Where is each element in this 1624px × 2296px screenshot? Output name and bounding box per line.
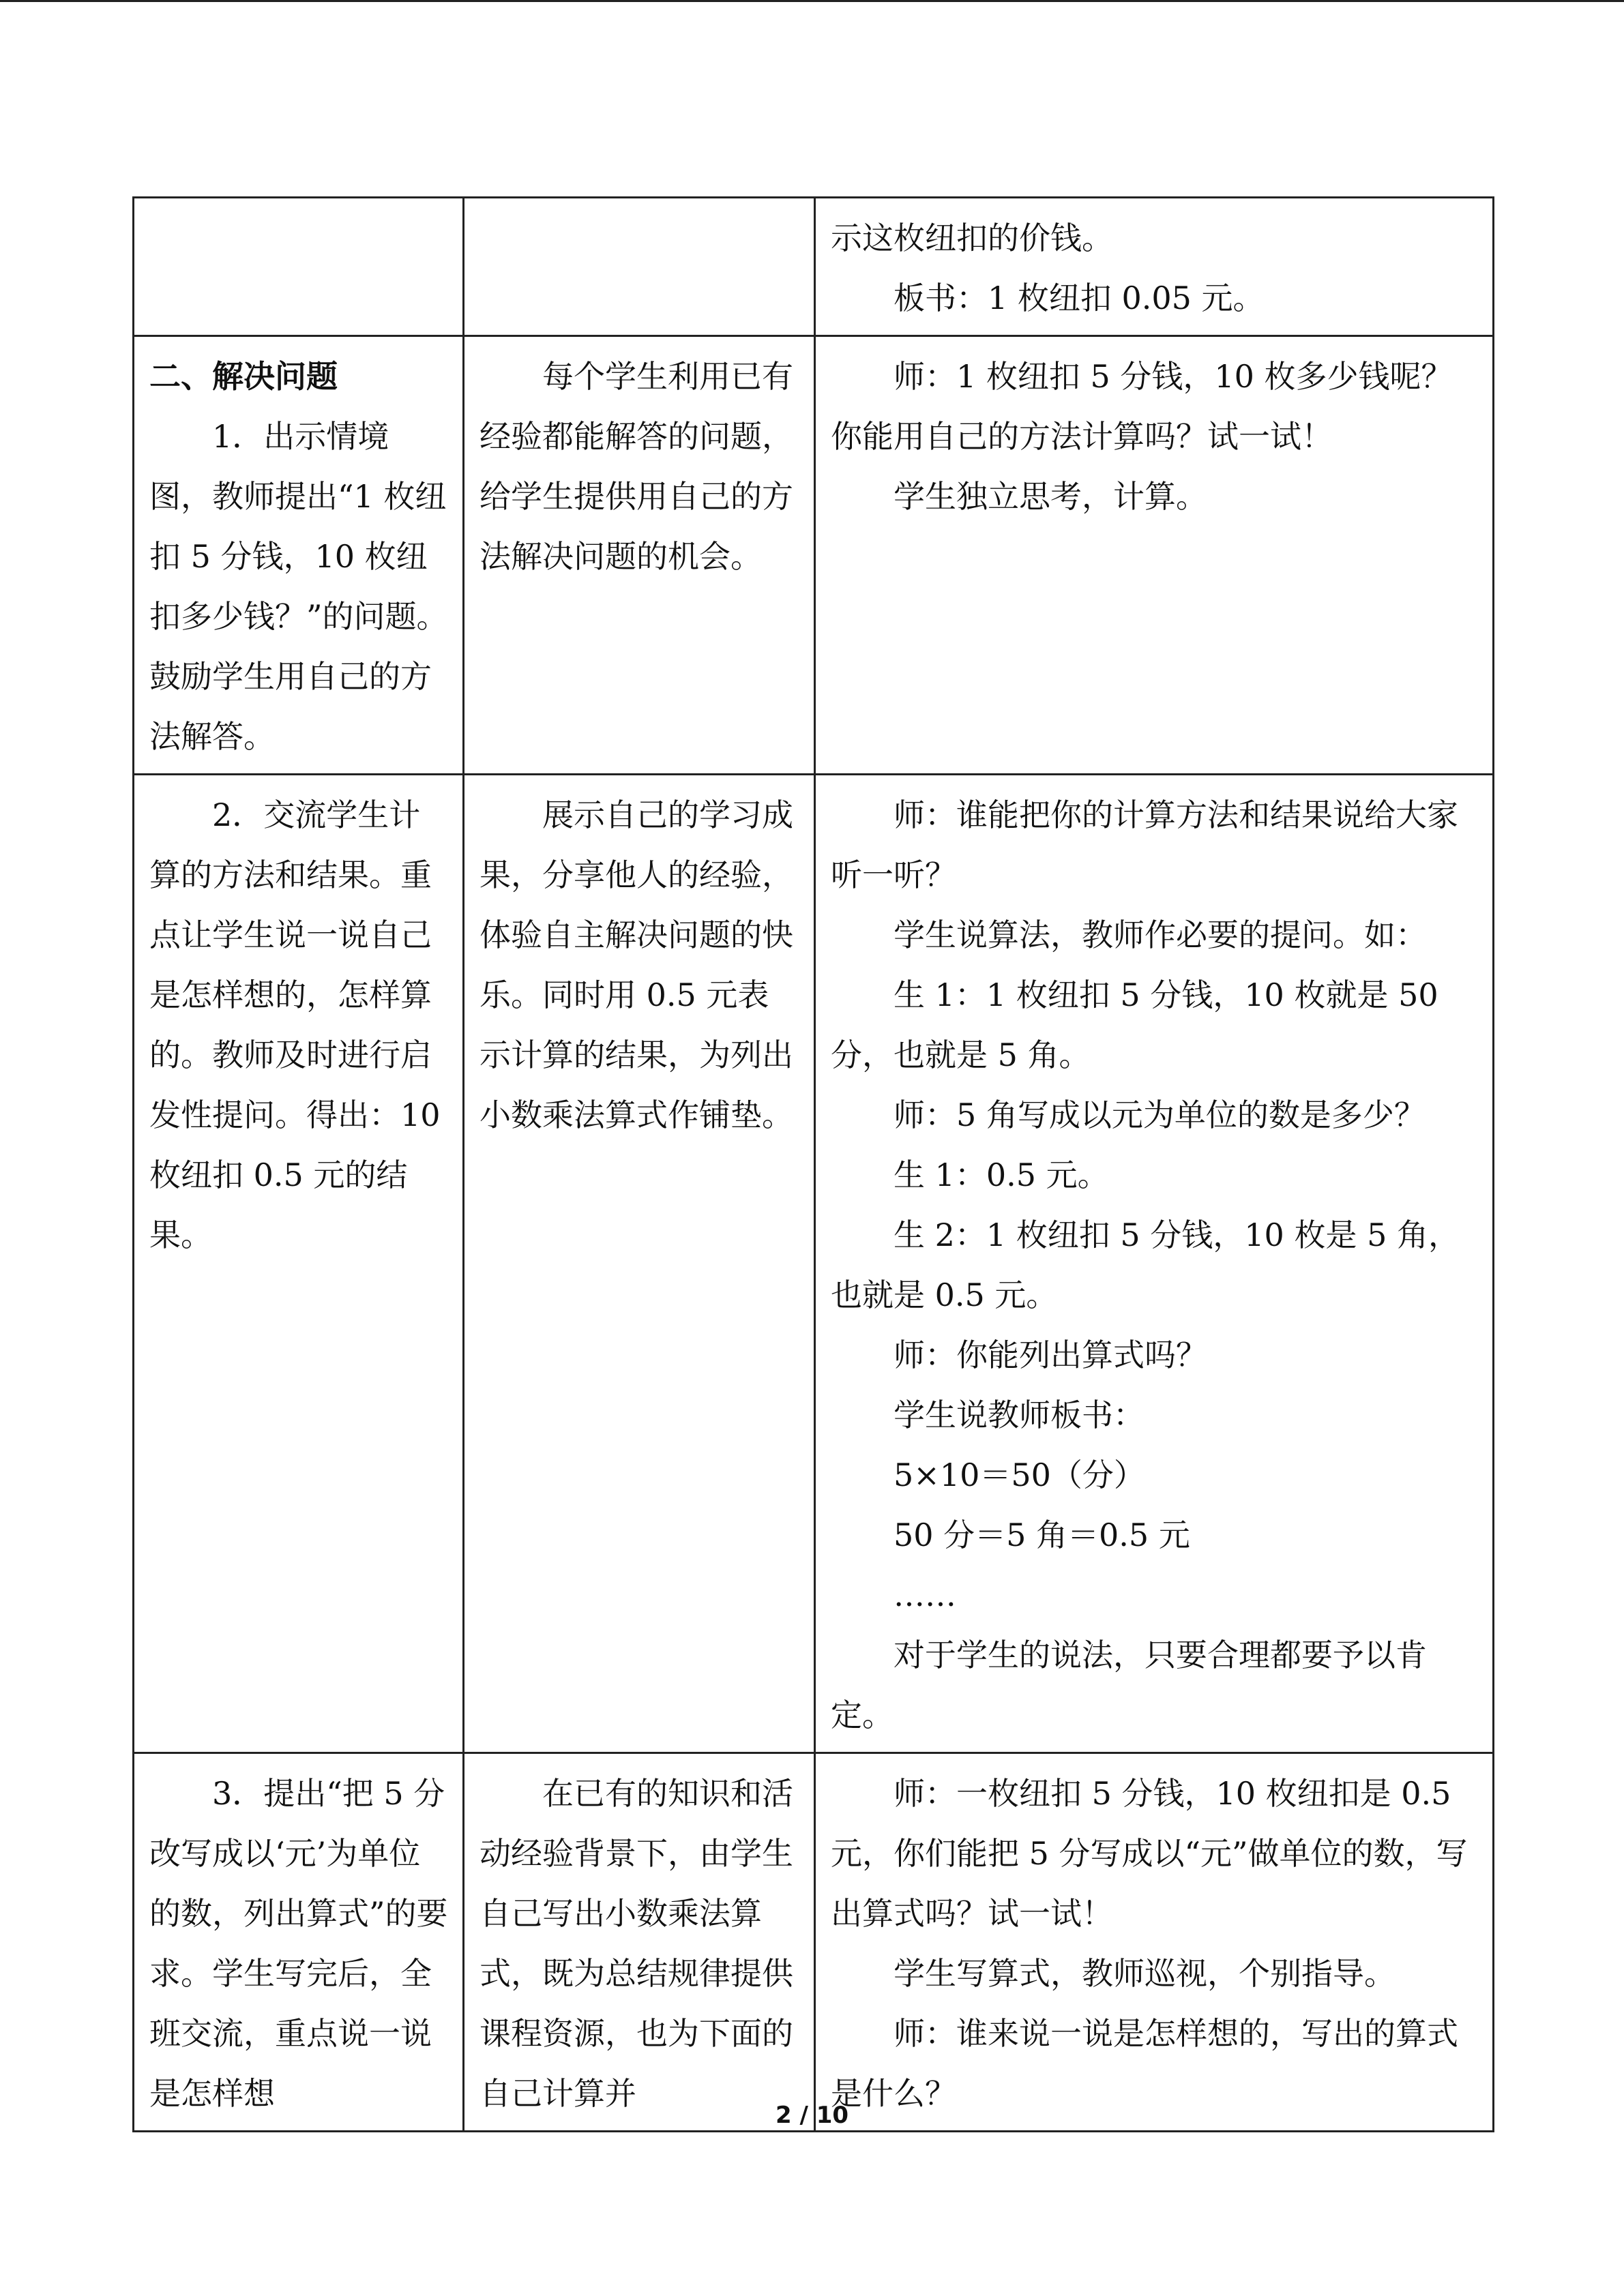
cell-paragraph: 5×10＝50（分） [894,1457,1145,1493]
cell-paragraph: 师：谁来说一说是怎样想的，写出的算式是什么？ [831,2015,1458,2112]
table-cell-process [134,1753,464,2132]
table-cell-process [134,336,464,775]
table-cell-activity [815,198,1494,336]
cell-paragraph: 生 1：1 枚纽扣 5 分钱，10 枚就是 50 分，也就是 5 角。 [831,976,1438,1073]
cell-paragraph: 每个学生利用已有经验都能解答的问题，给学生提供用自己的方法解决问题的机会。 [479,358,793,575]
table-cell-intent [464,1753,815,2132]
cell-paragraph: 学生独立思考，计算。 [894,478,1207,515]
cell-paragraph: 师：谁能把你的计算方法和结果说给大家听一听？ [831,796,1458,893]
table-cell-activity [815,1753,1494,2132]
cell-paragraph: 1．出示情境图，教师提出“1 枚纽扣 5 分钱，10 枚纽扣多少钱？”的问题。鼓励学生用自己的方法解答。 [149,418,448,755]
table-cell-activity [815,775,1494,1753]
top-border-line [0,0,1624,2]
table-cell-intent [464,336,815,775]
cell-paragraph: 板书：1 枚纽扣 0.05 元。 [894,280,1265,316]
table-row [134,1753,1494,2132]
table-row [134,336,1494,775]
cell-paragraph: 师：一枚纽扣 5 分钱，10 枚纽扣是 0.5 元，你们能把 5 分写成以“元”做单位的数，写出算式吗？试一试！ [831,1775,1468,1932]
table-cell-intent [464,775,815,1753]
cell-paragraph: 对于学生的说法，只要合理都要予以肯定。 [831,1637,1427,1733]
cell-paragraph: 3．提出“把 5 分改写成以‘元’为单位的数，列出算式”的要求。学生写完后，全班交流，重点说一说是怎样想 [149,1775,448,2112]
cell-paragraph: 师：1 枚纽扣 5 分钱，10 枚多少钱呢？你能用自己的方法计算吗？试一试！ [831,358,1453,455]
table-row [134,775,1494,1753]
cell-paragraph: 2．交流学生计算的方法和结果。重点让学生说一说自己是怎样想的，怎样算的。教师及时进行启发性提问。得出：10 枚纽扣 0.5 元的结果。 [149,796,441,1253]
table-cell-activity [815,336,1494,775]
cell-paragraph: 学生写算式，教师巡视，个别指导。 [894,1955,1396,1992]
lesson-plan-table [132,196,1494,2132]
table-cell-process [134,198,464,336]
cell-paragraph: 生 2：1 枚纽扣 5 分钱，10 枚是 5 角，也就是 0.5 元。 [831,1217,1460,1313]
cell-paragraph: 生 1：0.5 元。 [894,1157,1109,1193]
table-row [134,198,1494,336]
cell-paragraph: 50 分＝5 角＝0.5 元 [894,1517,1190,1553]
cell-paragraph: 学生说算法，教师作必要的提问。如： [894,916,1427,953]
cell-paragraph: 展示自己的学习成果，分享他人的经验，体验自主解决问题的快乐。同时用 0.5 元表示计算的结果，为列出小数乘法算式作铺垫。 [479,796,793,1133]
cell-paragraph: 在已有的知识和活动经验背景下，由学生自己写出小数乘法算式，既为总结规律提供课程资源，也为下面的自己计算并 [479,1775,793,2112]
cell-paragraph: …… [894,1577,956,1613]
cell-paragraph: 师：你能列出算式吗？ [894,1337,1207,1373]
cell-paragraph: 示这枚纽扣的价钱。 [831,220,1113,256]
table-cell-process [134,775,464,1753]
page-number: 2 / 10 [775,2102,849,2129]
section-title: 二、解决问题 [149,358,338,395]
table-cell-intent [464,198,815,336]
cell-paragraph: 师：5 角写成以元为单位的数是多少？ [894,1097,1426,1133]
cell-paragraph: 学生说教师板书： [894,1397,1145,1433]
